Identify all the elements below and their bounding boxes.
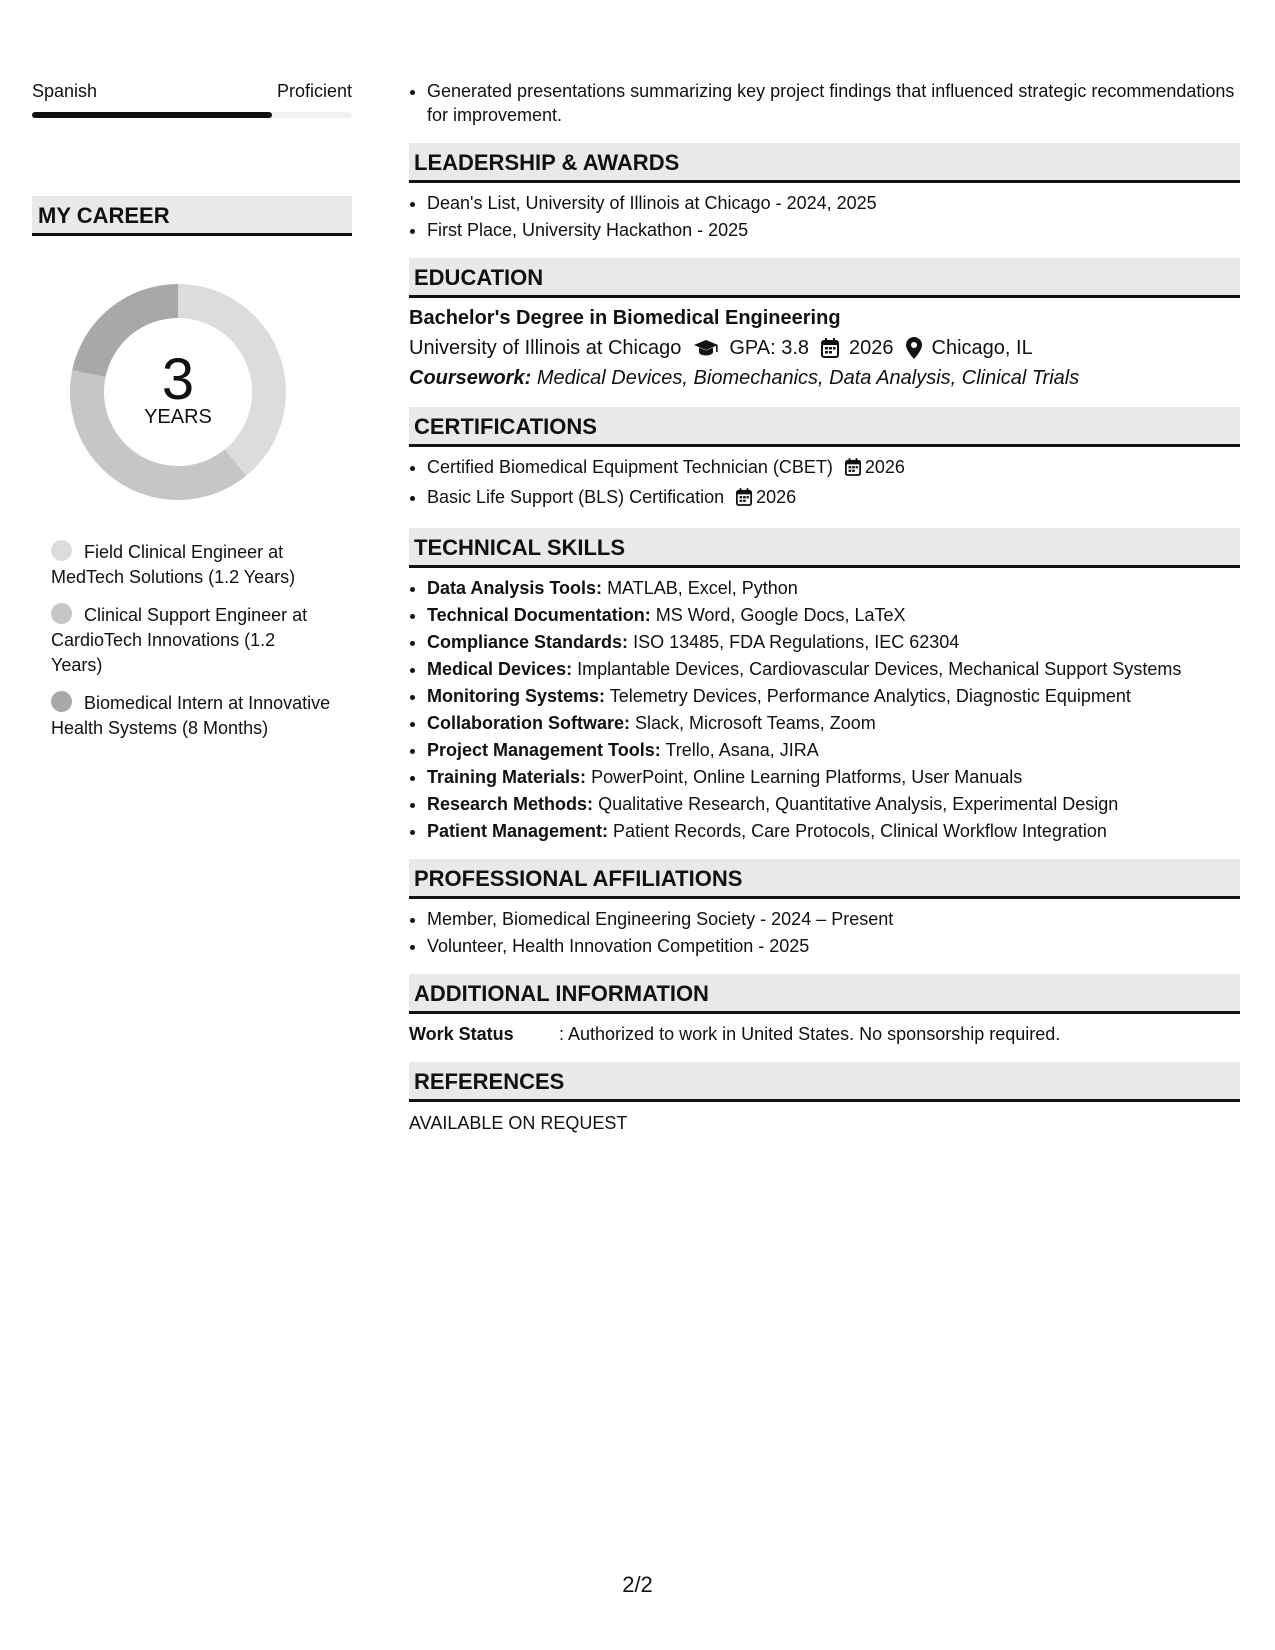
skill-item	[427, 737, 1240, 764]
school-location: Chicago, IL	[931, 337, 1033, 359]
career-total-number: 3	[161, 347, 195, 412]
certification-name: Certified Biomedical Equipment Technician (CBET)	[427, 457, 833, 477]
experience-bullet: • Generated presentations summarizing key project findings that influenced strategic recommendations for improvement.	[427, 79, 1240, 127]
skill-values: Telemetry Devices, Performance Analytics, Diagnostic Equipment	[609, 686, 1131, 706]
career-total-unit: YEARS	[144, 406, 212, 428]
main-column	[409, 79, 1240, 1137]
career-legend-label: Field Clinical Engineer at MedTech Solutions (1.2 Years)	[51, 542, 296, 587]
leadership-heading: LEADERSHIP & AWARDS	[409, 143, 1240, 183]
career-donut-svg	[64, 278, 292, 506]
certifications-heading: CERTIFICATIONS	[409, 407, 1240, 447]
skill-values: Patient Records, Care Protocols, Clinical Workflow Integration	[613, 821, 1107, 841]
career-legend-item	[51, 691, 331, 741]
language-proficiency-fill	[32, 112, 272, 118]
skills-list	[409, 575, 1240, 845]
career-heading: MY CAREER	[32, 196, 352, 236]
language-name: Spanish	[32, 81, 98, 101]
list-item: • First Place, University Hackathon - 2025	[427, 217, 1240, 244]
coursework-label: Coursework:	[409, 367, 532, 389]
list-item: • Member, Biomedical Engineering Society - 2024 – Present	[427, 906, 1240, 933]
skill-item	[427, 791, 1240, 818]
graduation-year: 2026	[849, 337, 894, 359]
certifications-list	[409, 454, 1240, 514]
skill-item	[427, 575, 1240, 602]
skill-category: Compliance Standards:	[427, 632, 629, 652]
degree-title: Bachelor's Degree in Biomedical Engineering	[409, 307, 841, 329]
skill-category: Technical Documentation:	[427, 605, 651, 625]
skill-values: Slack, Microsoft Teams, Zoom	[635, 713, 876, 733]
certification-year: 2026	[756, 487, 797, 507]
skill-item	[427, 683, 1240, 710]
legend-dot-icon	[51, 603, 72, 624]
language-level: Proficient	[276, 81, 352, 101]
work-status-row	[409, 1021, 1240, 1048]
calendar-icon	[821, 338, 839, 358]
education-details	[409, 333, 1240, 363]
language-block	[32, 80, 352, 118]
career-legend	[51, 540, 331, 754]
certification-year: 2026	[864, 457, 905, 477]
affiliations-heading: PROFESSIONAL AFFILIATIONS	[409, 859, 1240, 899]
skill-values: ISO 13485, FDA Regulations, IEC 62304	[633, 632, 960, 652]
career-donut-chart	[64, 278, 292, 506]
skill-category: Training Materials:	[427, 767, 587, 787]
skill-item	[427, 656, 1240, 683]
skill-category: Research Methods:	[427, 794, 594, 814]
work-status-value: : Authorized to work in United States. No sponsorship required.	[559, 1024, 1061, 1044]
location-pin-icon	[906, 337, 922, 359]
graduation-cap-icon	[693, 339, 719, 357]
certification-name: Basic Life Support (BLS) Certification	[427, 487, 725, 507]
school-name: University of Illinois at Chicago	[409, 337, 682, 359]
skill-item	[427, 629, 1240, 656]
skill-item	[427, 818, 1240, 845]
calendar-icon	[736, 487, 752, 514]
affiliations-list	[409, 906, 1240, 960]
career-legend-item	[51, 540, 331, 590]
education-heading: EDUCATION	[409, 258, 1240, 298]
language-row	[32, 80, 352, 102]
coursework	[409, 363, 1240, 393]
coursework-list: Medical Devices, Biomechanics, Data Analysis, Clinical Trials	[536, 367, 1080, 389]
skill-item	[427, 710, 1240, 737]
legend-dot-icon	[51, 540, 72, 561]
skill-values: PowerPoint, Online Learning Platforms, User Manuals	[591, 767, 1023, 787]
skill-values: Implantable Devices, Cardiovascular Devices, Mechanical Support Systems	[577, 659, 1182, 679]
career-legend-item	[51, 603, 331, 678]
skill-item	[427, 764, 1240, 791]
language-proficiency-bar	[32, 112, 352, 118]
skill-values: MATLAB, Excel, Python	[607, 578, 798, 598]
education-entry	[409, 303, 1240, 393]
skills-heading: TECHNICAL SKILLS	[409, 528, 1240, 568]
skill-item	[427, 602, 1240, 629]
list-item: • Volunteer, Health Innovation Competition - 2025	[427, 933, 1240, 960]
list-item: • Dean's List, University of Illinois at Chicago - 2024, 2025	[427, 190, 1240, 217]
donut-segment-2	[70, 370, 246, 500]
donut-segment-1	[178, 284, 286, 476]
career-legend-label: Biomedical Intern at Innovative Health Systems (8 Months)	[51, 693, 331, 738]
list-item	[427, 484, 1240, 514]
references-text: AVAILABLE ON REQUEST	[409, 1113, 628, 1133]
additional-info-heading: ADDITIONAL INFORMATION	[409, 974, 1240, 1014]
experience-bullets	[409, 79, 1240, 127]
page-number: 2/2	[622, 1572, 653, 1597]
skill-category: Project Management Tools:	[427, 740, 661, 760]
work-status-label: Work Status	[409, 1024, 514, 1044]
leadership-list	[409, 190, 1240, 244]
skill-category: Data Analysis Tools:	[427, 578, 603, 598]
skill-values: Trello, Asana, JIRA	[665, 740, 819, 760]
references-heading: REFERENCES	[409, 1062, 1240, 1102]
skill-category: Collaboration Software:	[427, 713, 631, 733]
skill-category: Medical Devices:	[427, 659, 573, 679]
skill-values: MS Word, Google Docs, LaTeX	[655, 605, 906, 625]
skill-values: Qualitative Research, Quantitative Analysis, Experimental Design	[598, 794, 1119, 814]
gpa: GPA: 3.8	[729, 337, 810, 359]
legend-dot-icon	[51, 691, 72, 712]
skill-category: Patient Management:	[427, 821, 609, 841]
calendar-icon	[845, 457, 861, 484]
skill-category: Monitoring Systems:	[427, 686, 606, 706]
list-item	[427, 454, 1240, 484]
career-legend-label: Clinical Support Engineer at CardioTech Innovations (1.2 Years)	[51, 605, 308, 675]
